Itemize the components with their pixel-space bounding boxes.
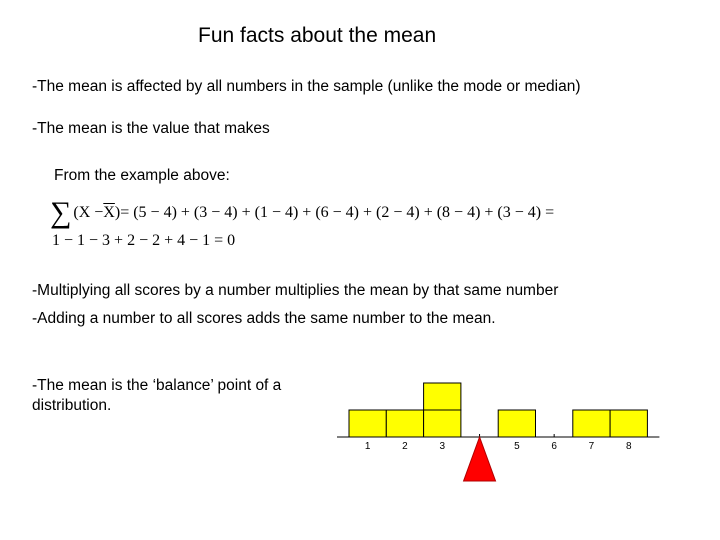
bar-7-block-1: [573, 410, 610, 437]
tick-label-3: 3: [439, 441, 446, 452]
fact-zero-deviation: -The mean is the value that makes: [32, 120, 270, 137]
equation-result: 1 − 1 − 3 + 2 − 2 + 4 − 1 = 0: [52, 232, 236, 249]
bar-1-block-1: [349, 410, 386, 437]
fact-multiplying: -Multiplying all scores by a number multiplies the mean by that same number: [32, 282, 559, 299]
fulcrum-triangle: [464, 437, 496, 481]
equation-open: (X −: [73, 204, 104, 221]
tick-label-6: 6: [551, 441, 557, 452]
example-intro: From the example above:: [54, 167, 230, 184]
bar-3-block-1: [424, 410, 461, 437]
tick-label-8: 8: [625, 441, 632, 452]
balance-chart: [320, 375, 680, 490]
fact-affected-by-all: -The mean is affected by all numbers in the sample (unlike the mode or median): [32, 78, 581, 95]
tick-label-1: 1: [364, 441, 371, 452]
equation-xbar: $\overline{X}$: [103, 204, 115, 221]
deviation-sum-equation: [50, 196, 554, 230]
bar-3-block-2: [424, 383, 461, 410]
equation-close: ): [114, 204, 121, 221]
summation-symbol: ∑: [50, 196, 72, 229]
bar-8-block-1: [610, 410, 647, 437]
bar-5-block-1: [498, 410, 535, 437]
fact-adding: -Adding a number to all scores adds the same number to the mean.: [32, 310, 496, 327]
tick-label-2: 2: [402, 441, 408, 452]
tick-label-5: 5: [514, 441, 520, 452]
bar-2-block-1: [386, 410, 423, 437]
equation-expansion: = (5 − 4) + (3 − 4) + (1 − 4) + (6 − 4) + (2 − 4) + (8 − 4) + (3 − 4) =: [120, 204, 555, 221]
slide-title: Fun facts about the mean: [198, 24, 437, 47]
tick-label-7: 7: [588, 441, 595, 452]
fact-balance-point: -The mean is the ‘balance’ point of a distribution.: [32, 377, 282, 414]
